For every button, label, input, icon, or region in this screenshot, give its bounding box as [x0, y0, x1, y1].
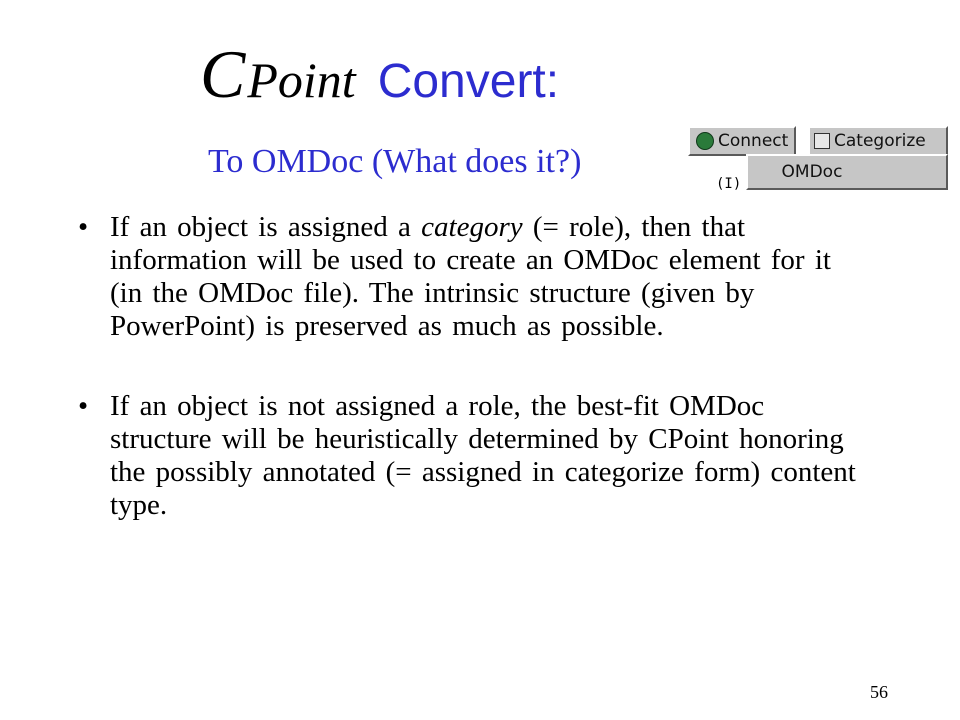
bullet-list [70, 211, 860, 569]
bullet-text-part: If an object is assigned a [110, 211, 422, 243]
categorize-label: Categorize [834, 131, 926, 151]
toolbar-indicator: (I) [716, 176, 742, 190]
bullet-text-part: (= role), then that information will be used to create an OMDoc element for it (in the OMDoc file). The intrinsic structure (given by PowerPoint) is preserved as much as possible. [110, 211, 831, 342]
slide-title [200, 36, 560, 116]
bullet-item [70, 390, 860, 522]
bullet-text: If an object is not assigned a role, the best-fit OMDoc structure will be heuristically determined by CPoint honoring the possibly annotated (= assigned in categorize form) content type. [110, 390, 856, 521]
page-number: 56 [870, 682, 888, 702]
bullet-item [70, 211, 860, 343]
bullet-marker: • [78, 390, 89, 422]
toolbar-screenshot [688, 126, 948, 190]
omdoc-label: OMDoc [781, 162, 843, 182]
categorize-button[interactable] [808, 126, 948, 156]
connect-button[interactable] [688, 126, 796, 156]
toolbar-separator [798, 128, 804, 154]
title-point-word: Point [247, 52, 356, 108]
category-term: category [421, 211, 523, 243]
categorize-icon [814, 133, 830, 149]
connect-label: Connect [718, 131, 789, 151]
title-c-letter: C [200, 36, 246, 112]
bullet-marker: • [78, 211, 89, 243]
title-convert-word: Convert: [377, 55, 560, 108]
globe-icon [696, 132, 714, 150]
omdoc-button[interactable] [746, 154, 948, 190]
slide-subtitle: To OMDoc (What does it?) [208, 143, 582, 180]
